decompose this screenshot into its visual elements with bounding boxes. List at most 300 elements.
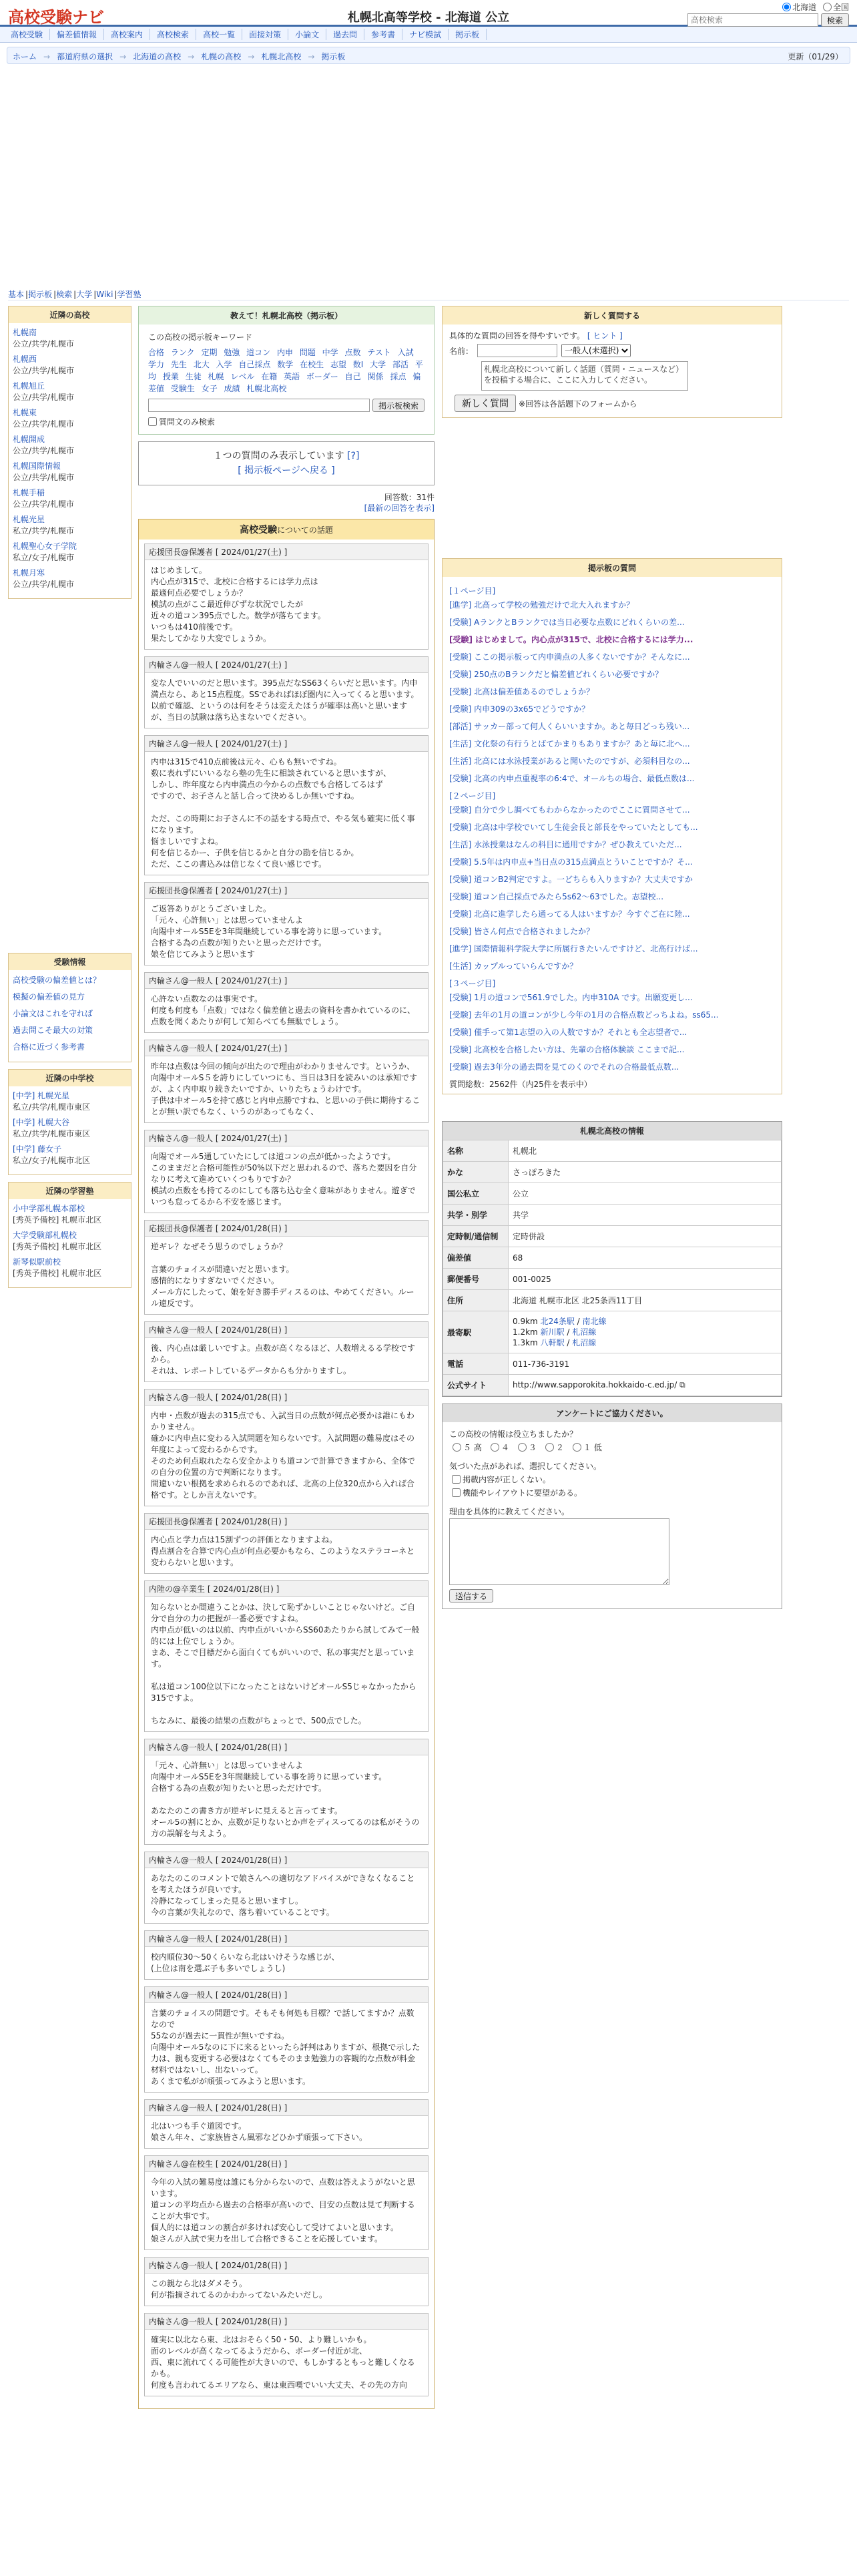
post-body: 昨年は点数は今回の傾向が出たので理由がわかりませんです。というか、向陽中オールS５を誇りにしていつにも、当日は3日を読みいのは承知ですが、よく内申取り続きたいですか、いりたちょうわけです。 子供は中オール5を持て感じと内申点勝ですね、と思いの子供に期待することが無い訳でもなく、いうのがあってもなく、 bbox=[151, 1062, 420, 1116]
question-link[interactable]: [受験] 5.5年は内申点+当日点の315点満点とういことですか？そ... bbox=[449, 857, 693, 867]
nearby-juku bbox=[13, 1230, 127, 1253]
nearby-school bbox=[13, 407, 127, 430]
question-link[interactable]: [生活] 北高には水泳授業があると聞いたのですが、必須科目なの... bbox=[449, 757, 690, 766]
question-item bbox=[449, 873, 775, 885]
new-question-submit[interactable]: 新しく質問 bbox=[455, 395, 516, 412]
info-value: 公立 bbox=[509, 1183, 782, 1205]
site-logo[interactable]: 高校受験ナビ bbox=[8, 8, 104, 27]
subnav-item[interactable]: Wiki bbox=[96, 290, 113, 299]
juken-link[interactable]: 合格に近づく参考書 bbox=[13, 1042, 85, 1052]
info-key: 最寄駅 bbox=[443, 1311, 509, 1353]
info-key: 国公私立 bbox=[443, 1183, 509, 1205]
question-item bbox=[449, 1009, 775, 1020]
main-nav bbox=[0, 27, 857, 43]
question-link[interactable]: [受験] 1月の道コンで561.9でした。内申310A です。出願変更し... bbox=[449, 993, 693, 1002]
subnav-separator: | bbox=[25, 290, 29, 299]
keyword-link[interactable]: 部活 bbox=[392, 360, 408, 369]
question-item bbox=[449, 891, 775, 902]
nearby-school bbox=[13, 354, 127, 377]
breadcrumb-separator: → bbox=[188, 52, 195, 61]
question-link[interactable]: [受験] 自分で少し調べてもわからなかったのでここに質問させて... bbox=[449, 805, 690, 815]
keyword-link[interactable]: ボーダー bbox=[306, 372, 338, 381]
question-link[interactable]: [受験] 北高に進学したら通ってる人はいますか？今すぐご在に陸... bbox=[449, 909, 690, 919]
station-link[interactable]: 新川駅 bbox=[540, 1327, 565, 1337]
info-row bbox=[443, 1247, 782, 1269]
nearby-school-sub: 公立/共学/札幌市 bbox=[13, 419, 75, 429]
question-item bbox=[449, 856, 775, 867]
keyword-link[interactable]: 女子 bbox=[201, 384, 218, 393]
question-item bbox=[449, 616, 775, 628]
info-key: 郵便番号 bbox=[443, 1269, 509, 1290]
answer-count: 回答数：31件 bbox=[384, 493, 435, 502]
station-distance: 1.3km bbox=[513, 1338, 538, 1347]
page-title: 札幌北高等学校 - 北海道 公立 bbox=[347, 11, 510, 25]
role-select[interactable] bbox=[561, 344, 631, 357]
nearby-juku-link[interactable]: 小中学部札幌本部校 bbox=[13, 1204, 85, 1213]
keyword-link[interactable]: 採点 bbox=[390, 372, 406, 381]
juken-link[interactable]: 小論文はこれを守れば bbox=[13, 1009, 93, 1018]
info-row bbox=[443, 1375, 782, 1396]
info-row bbox=[443, 1269, 782, 1290]
nearby-school-link[interactable]: 札幌東 bbox=[13, 408, 37, 417]
question-item bbox=[449, 703, 775, 714]
question-item bbox=[449, 908, 775, 919]
nav-item[interactable]: 高校受験 bbox=[4, 29, 50, 40]
survey-rating-option[interactable] bbox=[487, 1443, 509, 1452]
question-item bbox=[449, 925, 775, 937]
info-row bbox=[443, 1162, 782, 1183]
post-body: 知らないとか間違うことかは、決して恥ずかしいことじゃないけど。ご自分で自分の力の把握が一番必要ですよね。 内申点が低いのは以前、内申点がいいからSS60あたりから試してみて一般的には上位でしょうか。 まあ、そこで目標だから面白くてもがいいので、私の事実だと思っています。 私は道コン100位以下になったことはないけどオールS5じゃなかったから315ですよ。 ちなみに、最後の結果の点数がちょっとで、500点でした。 bbox=[151, 1602, 420, 1725]
question-link[interactable]: [進学] 北高って学校の勉強だけで北大入れますか？ bbox=[449, 600, 635, 610]
question-link[interactable]: [受験] 北高の内申点重視率の6:4で、オールちの場合、最低点数は... bbox=[449, 774, 695, 783]
question-item bbox=[449, 773, 775, 784]
question-link[interactable]: [受験] 皆さん何点で合格されましたか？ bbox=[449, 927, 595, 936]
nearby-school-link[interactable]: 札幌光星 bbox=[13, 515, 45, 524]
keyword-link[interactable]: 在籍 bbox=[261, 372, 278, 381]
nearby-juku-box bbox=[8, 1182, 131, 1288]
board-search-button[interactable]: 掲示板検索 bbox=[372, 399, 424, 412]
subnav-item[interactable]: 基本 bbox=[8, 290, 25, 299]
nearby-jr-box bbox=[8, 1069, 131, 1175]
keyword-link[interactable]: 自己採点 bbox=[238, 360, 271, 369]
breadcrumb-item[interactable]: 北海道の高校 bbox=[133, 52, 182, 61]
question-link[interactable]: [受験] 僅手って第1志望の入の人数ですか？それとも全志望者で... bbox=[449, 1028, 687, 1037]
single-question-notice: １つの質問のみ表示しています [?] [ 掲示板ページへ戻る ] bbox=[138, 441, 435, 485]
topic-title: 高校受験についての話題 bbox=[139, 519, 434, 540]
question-link[interactable]: [受験] はじめまして。内心点が315で、北校に合格するには学力... bbox=[449, 635, 693, 644]
info-row bbox=[443, 1311, 782, 1353]
survey-submit-button[interactable]: 送信する bbox=[449, 1589, 493, 1602]
post-header: 内輪さん@一般人 [ 2024/01/27(土) ] bbox=[145, 736, 428, 752]
subnav-separator: | bbox=[114, 290, 117, 299]
nearby-juku bbox=[13, 1203, 127, 1226]
nearby-school-link[interactable]: 札幌西 bbox=[13, 355, 37, 364]
nearby-school-sub: 公立/共学/札幌市 bbox=[13, 446, 75, 455]
keyword-link[interactable]: 偏差値 bbox=[148, 372, 421, 393]
question-link[interactable]: [生活] カップルっていらんですか？ bbox=[449, 961, 578, 971]
station-link[interactable]: 八軒駅 bbox=[540, 1338, 565, 1347]
question-link[interactable]: [生活] 文化祭の有行うとばてかまりもありますか？あと毎に北へ... bbox=[449, 739, 690, 748]
nearby-school-sub: 公立/共学/札幌市 bbox=[13, 499, 75, 509]
breadcrumb-separator: → bbox=[248, 52, 255, 61]
keyword-link[interactable]: 数学 bbox=[277, 360, 294, 369]
board-keyword-box bbox=[138, 306, 435, 435]
question-link[interactable]: [部活] サッカー部って何人くらいいますか。あと毎日どっち残い... bbox=[449, 722, 690, 731]
survey-rating-option[interactable] bbox=[569, 1443, 602, 1452]
survey-title: アンケートにご協力ください。 bbox=[443, 1404, 782, 1422]
question-item bbox=[449, 804, 775, 815]
post bbox=[144, 1930, 429, 1980]
post-header: 内輪さん@一般人 [ 2024/01/28(日) ] bbox=[145, 1322, 428, 1338]
nearby-jr-link[interactable]: [中学] 藤女子 bbox=[13, 1144, 62, 1154]
info-key: 偏差値 bbox=[443, 1247, 509, 1269]
station-line-link[interactable]: 南北線 bbox=[582, 1317, 607, 1326]
post-body: 向陽でオール5通していたにしては道コンの点が低かったようです。 このままだと合格可能性が50%以下だと思われるので、落ちた要因を自分なりに考えて進めていくつもりですか？ 模試の点数をも持てるのにしても落ち込む全く意味がありません。遊ぎでいつも怠ってるから不安を感じます。 bbox=[151, 1152, 417, 1207]
post-header: 内輪さん@一般人 [ 2024/01/28(日) ] bbox=[145, 1852, 428, 1868]
post bbox=[144, 2099, 429, 2149]
post-header: 内輪さん@一般人 [ 2024/01/27(土) ] bbox=[145, 657, 428, 673]
nearby-jr-sub: 私立/共学/札幌市東区 bbox=[13, 1129, 91, 1138]
nearby-school-link[interactable]: 札幌国際情報 bbox=[13, 461, 61, 471]
question-total: 質問総数：2562件（内25件を表示中） bbox=[449, 1080, 592, 1089]
nearby-juku-sub: [秀英予備校] 札幌市北区 bbox=[13, 1269, 102, 1278]
post-body: 内申・点数が過去の315点でも、入試当日の点数が何点必要かは誰にもわかりません。 確かに内申点に変わる入試問題を知らないです。入試問題の難易度はその年度によって変わるからです。 そのため何点取れたなら安全かよりも道コンで計算できますから、全体での自分の位置の方で判断になります。 間違いない根拠を求められるのであれば、北高の上位320点から入れば合格です。としか言えないです。 bbox=[151, 1411, 416, 1500]
info-row bbox=[443, 1290, 782, 1311]
region-radios bbox=[685, 1, 849, 13]
nearby-juku-title: 近隣の学習塾 bbox=[9, 1183, 131, 1199]
nearby-jr bbox=[13, 1144, 127, 1166]
juken-info-box bbox=[8, 953, 131, 1062]
nearby-jr-sub: 私立/女子/札幌市北区 bbox=[13, 1156, 91, 1165]
keyword-link[interactable]: ランク bbox=[170, 348, 195, 357]
keyword-link[interactable]: 志望 bbox=[330, 360, 346, 369]
post-header: 内輪さん@一般人 [ 2024/01/28(日) ] bbox=[145, 2258, 428, 2274]
keyword-link[interactable]: 入学 bbox=[216, 360, 232, 369]
post-body: 「元々、心許無い」とは思っていませんよ 向陽中オールS5Eを3年間継続している事を誇りに思っています。 合格する為の点数が知りたいと思っただけです。 あなたのこの書き方が逆ギレに見えると言ってます。 オール5の割にとか、点数が足りないとか声をディスってるのは私がそうの方の誤解を与えよう。 bbox=[151, 1761, 420, 1838]
question-page-2[interactable]: [２ページ目] bbox=[449, 791, 496, 801]
keyword-link[interactable]: 生徒 bbox=[185, 372, 202, 381]
nav-item[interactable]: 高校検索 bbox=[150, 29, 196, 40]
subnav-separator: | bbox=[73, 290, 77, 299]
question-link[interactable]: [受験] 過去3年分の過去問を見てのくのでそれの合格最低点数... bbox=[449, 1062, 679, 1072]
question-link[interactable]: [受験] AランクとBランクでは当日必要な点数にどれくらいの差... bbox=[449, 618, 685, 627]
keyword-link[interactable]: 札幌北高校 bbox=[246, 384, 287, 393]
question-link[interactable]: [受験] 北高校を合格したい方は、先輩の合格体験談 ここまで記... bbox=[449, 1045, 685, 1054]
school-search-button[interactable]: 検索 bbox=[821, 13, 849, 27]
back-to-board-link[interactable]: [ 掲示板ページへ戻る ] bbox=[238, 465, 335, 476]
question-link[interactable]: [受験] 道コンB2判定ですよ。一どちらも入りますか？大丈夫ですか bbox=[449, 875, 693, 884]
post-body: あなたのこのコメントで娘さんへの適切なアドバイスができなくなることを考えたほうが良いです。 冷静になってしまった見ると思いますし。 今の言葉が失礼なので、落ち着いていることです。 bbox=[151, 1874, 415, 1917]
new-question-textarea[interactable]: 札幌北高校について新しく話題（質問・ニュースなど）を投稿する場合に、ここに入力してください。 bbox=[481, 361, 688, 391]
sub-nav bbox=[8, 288, 849, 300]
info-value: 001-0025 bbox=[509, 1269, 782, 1290]
subnav-item[interactable]: 大学 bbox=[76, 290, 93, 299]
post-body: 後、内心点は厳しいですよ。点数が高くなるほど、人数増えるる学校ですから。 それは、レポートしているデータからも分かりますし。 bbox=[151, 1343, 416, 1375]
post-header: 内輪さん@一般人 [ 2024/01/28(日) ] bbox=[145, 1389, 428, 1406]
question-link[interactable]: [受験] 北高は偏差値あるのでしょうか？ bbox=[449, 687, 595, 696]
nearby-school-link[interactable]: 札幌旭丘 bbox=[13, 381, 45, 391]
question-item bbox=[449, 755, 775, 767]
survey-rating-option[interactable] bbox=[449, 1443, 482, 1452]
keyword-link[interactable]: 内申 bbox=[276, 348, 293, 357]
question-list-box bbox=[442, 558, 782, 1094]
info-row bbox=[443, 1226, 782, 1247]
nearby-juku-link[interactable]: 大学受験部札幌校 bbox=[13, 1231, 77, 1240]
hint-link[interactable]: [ ヒント ] bbox=[587, 331, 623, 341]
keyword-link[interactable]: 入試 bbox=[397, 348, 414, 357]
post-body: 内申は315で410点前後は元々、心もも無いですね。 数に表れずにいいるなら塾の先生に相談されていると思いますが、 しかし、昨年度なら内申満点の今からの点数でも合格してるはず ですので、お子さんと話し合って決めるしか無いですね。 ただ、この時期にお子さんに不の話をする時点で、やる気も確実に低く事になります。 悩ましいですよね。 何を信じるかー、子供を信じるかと自分の勘を信じるか。 ただ、ここの書込みは信じなくて良い感じです。 bbox=[151, 757, 415, 869]
post-header: 応援団長@保護者 [ 2024/01/27(土) ] bbox=[145, 544, 428, 560]
info-value bbox=[509, 1375, 782, 1396]
keyword-link[interactable]: 点数 bbox=[344, 348, 361, 357]
topic-thread bbox=[138, 519, 435, 2409]
question-page-3[interactable]: [３ページ目] bbox=[449, 979, 496, 988]
post bbox=[144, 1513, 429, 1574]
breadcrumb-item[interactable]: ホーム bbox=[13, 52, 37, 61]
question-link[interactable]: [受験] 250点のBランクだと偏差値どれくらい必要ですか？ bbox=[449, 670, 663, 679]
info-key: 公式サイト bbox=[443, 1375, 509, 1396]
question-link[interactable]: [受験] 内申309の3x65でどうですか？ bbox=[449, 704, 590, 714]
keyword-link[interactable]: 学力 bbox=[148, 360, 165, 369]
post-body: 言葉のチョイスの問題です。そもそも何処も目標？で話してますか？点数なので 55なのが過去に一貫性が無いですね。 向陽中オール5なのに下に来るといったら評判はありますが、根拠で示した力は、親も変更する必要はなくてもそのまま勉強力の客観的な点数が料金材料ではないし、出ないって。 あくまで私がが頑張ってみようと思います。 bbox=[151, 2008, 420, 2086]
survey-rating-label: ４ bbox=[501, 1443, 509, 1452]
nearby-jr bbox=[13, 1117, 127, 1140]
nav-item[interactable]: 高校案内 bbox=[104, 29, 150, 40]
post-header: 内輪さん@一般人 [ 2024/01/27(土) ] bbox=[145, 973, 428, 989]
keyword-link[interactable]: 数Ⅰ bbox=[352, 360, 364, 369]
nearby-school-sub: 公立/共学/札幌市 bbox=[13, 393, 75, 402]
right-sidebar bbox=[442, 306, 782, 1616]
new-question-desc: 具体的な質問の回答を得やすいです。 bbox=[449, 331, 585, 341]
nav-item[interactable]: 過去問 bbox=[326, 29, 364, 40]
post bbox=[144, 544, 429, 650]
nearby-school-sub: 公立/共学/札幌市 bbox=[13, 473, 75, 482]
school-info-box bbox=[442, 1121, 782, 1397]
nav-item[interactable]: 掲示板 bbox=[449, 29, 487, 40]
keyword-link[interactable]: 授業 bbox=[162, 372, 179, 381]
info-row bbox=[443, 1205, 782, 1226]
station-item: 0.9km 北24条駅 / 南北線 bbox=[513, 1317, 607, 1326]
info-row bbox=[443, 1140, 782, 1162]
question-item bbox=[449, 1061, 775, 1072]
post-header: 内輪さん@一般人 [ 2024/01/28(日) ] bbox=[145, 2100, 428, 2116]
question-list-title: 掲示板の質問 bbox=[443, 559, 782, 577]
nearby-school-sub: 私立/女子/札幌市 bbox=[13, 553, 75, 562]
question-only-checkbox[interactable]: 質問文のみ検索 bbox=[148, 416, 424, 427]
station-link[interactable]: 北24条駅 bbox=[540, 1317, 575, 1326]
nearby-school-link[interactable]: 札幌月寒 bbox=[13, 568, 45, 578]
keyword-link[interactable]: 自己 bbox=[344, 372, 361, 381]
nearby-school-link[interactable]: 札幌聖心女子学院 bbox=[13, 542, 77, 551]
post-body: 今年の入試の難易度は誰にも分からないので、点数は答えようがないと思います。 道コンの平均点から過去の合格率が高いので、目安の点数は見て判断することが大事です。 個人的には道コンの割合が多ければ安心して受けてよいと思います。 娘さんが入試で実力を出して合格できることを応援しています。 bbox=[151, 2177, 415, 2243]
post-body: この親なら北はダメそう。 何が指摘されてるのかわかってないみたいだし。 bbox=[151, 2279, 328, 2300]
info-key: 住所 bbox=[443, 1290, 509, 1311]
nearby-juku-sub: [秀英予備校] 札幌市北区 bbox=[13, 1215, 102, 1225]
post-header: 応援団長@保護者 [ 2024/01/27(土) ] bbox=[145, 883, 428, 899]
survey-question-3: 理由を具体的に教えてください。 bbox=[449, 1507, 570, 1516]
question-link[interactable]: [受験] 道コン自己採点でみたら5s62〜63でした。志望校... bbox=[449, 892, 664, 901]
keyword-label: この高校の掲示板キーワード bbox=[148, 333, 253, 342]
post-body: 確実に以北なら東、北はおそらく50・50、より難しいかも。 面のレベルが高くなってるようだから、ボーダー付近が北、 西、東に流れてくる可能性が大きいので、もしかするともっと難しくなるかも。 何度も言われてるエリアなら、東は東西嘆でいい大丈夫、その先の方向 bbox=[151, 2335, 415, 2390]
nearby-juku-link[interactable]: 新琴似駅前校 bbox=[13, 1257, 61, 1267]
nav-item[interactable]: ナビ模試 bbox=[402, 29, 449, 40]
keyword-link[interactable]: 合格 bbox=[148, 348, 165, 357]
nearby-school bbox=[13, 541, 127, 564]
nearby-school-link[interactable]: 札幌開成 bbox=[13, 435, 45, 444]
nav-item[interactable]: 参考書 bbox=[364, 29, 402, 40]
keyword-link[interactable]: 在校生 bbox=[300, 360, 324, 369]
nearby-school-link[interactable]: 札幌南 bbox=[13, 328, 37, 337]
breadcrumb-separator: → bbox=[43, 52, 51, 61]
info-row bbox=[443, 1183, 782, 1205]
info-key: 定時制/通信制 bbox=[443, 1226, 509, 1247]
question-item bbox=[449, 821, 775, 833]
post bbox=[144, 1220, 429, 1315]
question-item bbox=[449, 599, 775, 610]
question-item bbox=[449, 992, 775, 1003]
survey-reason-textarea[interactable] bbox=[449, 1518, 669, 1585]
keyword-link[interactable]: 定期 bbox=[201, 348, 218, 357]
survey-rating-label: １ 低 bbox=[583, 1443, 602, 1452]
post-header: 内輪さん@在校生 [ 2024/01/28(日) ] bbox=[145, 2156, 428, 2172]
keyword-link[interactable]: 大学 bbox=[370, 360, 386, 369]
keyword-link[interactable]: 札幌 bbox=[208, 372, 224, 381]
post-header: 応援団長@保護者 [ 2024/01/28(日) ] bbox=[145, 1514, 428, 1530]
juken-link[interactable]: 過去問こそ最大の対策 bbox=[13, 1026, 93, 1035]
question-link[interactable]: [進学] 国際情報科学院大学に所属行きたいんですけど、北高行けば... bbox=[449, 944, 698, 953]
name-label: 名前： bbox=[449, 346, 474, 356]
school-search-input[interactable] bbox=[687, 13, 818, 27]
post-header: 内輪さん@一般人 [ 2024/01/28(日) ] bbox=[145, 2314, 428, 2330]
survey-check-2[interactable]: 機能やレイアウトに要望がある。 bbox=[449, 1486, 775, 1500]
question-item bbox=[449, 943, 775, 954]
nearby-jr-link[interactable]: [中学] 札幌光星 bbox=[13, 1091, 70, 1100]
keyword-link[interactable]: 先生 bbox=[170, 360, 187, 369]
subnav-separator: | bbox=[53, 290, 57, 299]
nav-item[interactable]: 面接対策 bbox=[242, 29, 288, 40]
post-body: 北はいつも手ぐ道図です。 娘さん年々、ご家族皆さん風邪などひかず頑張って下さい。 bbox=[151, 2121, 368, 2142]
breadcrumb-item[interactable]: 掲示板 bbox=[321, 52, 346, 61]
post-body: はじめまして。 内心点が315で、北校に合格するには学力点は 最適何点必要でしょうか？ 模試の点がここ最近伸びずな状況でしたが 近々の道コン395点でした。数学が落ちてます。 いつもは410前後です。 果たしてかなり大変でしょうか。 bbox=[151, 566, 326, 643]
keyword-link[interactable]: レベル bbox=[230, 372, 255, 381]
keyword-link[interactable]: 平均 bbox=[148, 360, 423, 381]
juken-link[interactable]: 模擬の偏差値の見方 bbox=[13, 992, 85, 1002]
keyword-link[interactable]: 道コン bbox=[246, 348, 271, 357]
info-value: 011-736-3191 bbox=[509, 1353, 782, 1375]
post-header: 内輪さん@一般人 [ 2024/01/27(土) ] bbox=[145, 1040, 428, 1056]
nearby-school bbox=[13, 514, 127, 537]
post bbox=[144, 1040, 429, 1123]
left-ad-space bbox=[8, 606, 131, 953]
survey-rating-option[interactable] bbox=[515, 1443, 537, 1452]
help-link[interactable]: [?] bbox=[347, 451, 360, 461]
post bbox=[144, 1130, 429, 1213]
nearby-school-link[interactable]: 札幌手稲 bbox=[13, 488, 45, 497]
nearby-school-sub: 公立/共学/札幌市 bbox=[13, 580, 75, 589]
info-key: 共学・別学 bbox=[443, 1205, 509, 1226]
school-info-table bbox=[443, 1140, 782, 1396]
survey-box bbox=[442, 1404, 782, 1609]
post bbox=[144, 882, 429, 965]
station-item: 1.3km 八軒駅 / 札沼線 bbox=[513, 1338, 597, 1347]
question-page-1[interactable]: [１ページ目] bbox=[449, 586, 496, 596]
info-key: 名称 bbox=[443, 1140, 509, 1162]
info-value bbox=[509, 1311, 782, 1353]
subnav-item[interactable]: 学習塾 bbox=[117, 290, 141, 299]
juken-info-title: 受験情報 bbox=[9, 953, 131, 970]
station-line-link[interactable]: 札沼線 bbox=[572, 1327, 597, 1337]
info-value: 共学 bbox=[509, 1205, 782, 1226]
official-site-link[interactable]: http://www.sapporokita.hokkaido-c.ed.jp/ bbox=[513, 1380, 677, 1389]
juken-link[interactable]: 高校受験の偏差値とは？ bbox=[13, 976, 101, 985]
survey-check-1[interactable]: 掲載内容が正しくない。 bbox=[449, 1473, 775, 1486]
breadcrumb-item[interactable]: 札幌の高校 bbox=[201, 52, 242, 61]
station-distance: 1.2km bbox=[513, 1327, 538, 1337]
keyword-list bbox=[148, 347, 424, 395]
question-item bbox=[449, 960, 775, 972]
survey-rating-option[interactable] bbox=[542, 1443, 564, 1452]
latest-answers-link[interactable]: [最新の回答を表示] bbox=[364, 503, 435, 513]
post bbox=[144, 1321, 429, 1382]
keyword-link[interactable]: 北大 bbox=[193, 360, 210, 369]
nearby-school bbox=[13, 327, 127, 350]
station-line-link[interactable]: 札沼線 bbox=[572, 1338, 597, 1347]
post-body: 校内順位30〜50くらいなら北はいけそうな感じが、 (上位は南を選ぶ子も多いでしょうし) bbox=[151, 1952, 340, 1973]
keyword-link[interactable]: 成績 bbox=[224, 384, 240, 393]
radio-hokkaido[interactable]: 北海道 bbox=[782, 3, 816, 12]
keyword-link[interactable]: 問題 bbox=[299, 348, 316, 357]
nearby-jr-sub: 私立/共学/札幌市東区 bbox=[13, 1102, 91, 1112]
post bbox=[144, 1389, 429, 1506]
radio-all[interactable]: 全国 bbox=[823, 3, 849, 12]
keyword-link[interactable]: 英語 bbox=[284, 372, 300, 381]
nearby-school-sub: 公立/共学/札幌市 bbox=[13, 339, 75, 349]
subnav-item[interactable]: 掲示板 bbox=[28, 290, 53, 299]
info-value: 北海道 札幌市北区 北25条西11丁目 bbox=[509, 1290, 782, 1311]
name-input[interactable] bbox=[477, 344, 557, 357]
question-link[interactable]: [受験] 去年の1月の道コンが少し今年の1月の合格点数どっちよね。ss65... bbox=[449, 1010, 719, 1020]
post-header: 内輪さん@一般人 [ 2024/01/27(土) ] bbox=[145, 1130, 428, 1146]
nearby-school bbox=[13, 461, 127, 483]
post-header: 内輪さん@一般人 [ 2024/01/28(日) ] bbox=[145, 1739, 428, 1755]
keyword-link[interactable]: テスト bbox=[367, 348, 391, 357]
external-link-icon: ⧉ bbox=[677, 1380, 685, 1389]
info-value: 定時併設 bbox=[509, 1226, 782, 1247]
keyword-link[interactable]: 中学 bbox=[322, 348, 338, 357]
post-header: 内輪さん@一般人 [ 2024/01/28(日) ] bbox=[145, 1931, 428, 1947]
post bbox=[144, 2257, 429, 2306]
question-link[interactable]: [生活] 水泳授業はなんの科目に通用ですか？ぜひ教えていただ... bbox=[449, 840, 682, 849]
right-ad-space bbox=[442, 425, 782, 558]
keyword-link[interactable]: 勉強 bbox=[224, 348, 240, 357]
nav-item[interactable]: 小論文 bbox=[288, 29, 326, 40]
keyword-link[interactable]: 関係 bbox=[367, 372, 384, 381]
nearby-schools-title: 近隣の高校 bbox=[9, 306, 131, 323]
post bbox=[144, 735, 429, 875]
nav-item[interactable]: 偏差値情報 bbox=[50, 29, 104, 40]
board-search-input[interactable] bbox=[148, 399, 370, 412]
question-link[interactable]: [受験] 北高は中学校でいてし生徒会長と部長をやっていたとしても... bbox=[449, 823, 698, 832]
subnav-item[interactable]: 検索 bbox=[56, 290, 73, 299]
breadcrumb-item[interactable]: 都道府県の選択 bbox=[57, 52, 113, 61]
breadcrumb-item[interactable]: 札幌北高校 bbox=[261, 52, 302, 61]
question-link[interactable]: [受験] ここの掲示板って内申満点の人多くないですか？そんなに... bbox=[449, 652, 690, 662]
post bbox=[144, 1986, 429, 2093]
nearby-jr-link[interactable]: [中学] 札幌大谷 bbox=[13, 1118, 70, 1127]
post-header: 内輪さん@一般人 [ 2024/01/28(日) ] bbox=[145, 1987, 428, 2003]
keyword-link[interactable]: 受験生 bbox=[170, 384, 195, 393]
nav-item[interactable]: 高校一覧 bbox=[196, 29, 242, 40]
